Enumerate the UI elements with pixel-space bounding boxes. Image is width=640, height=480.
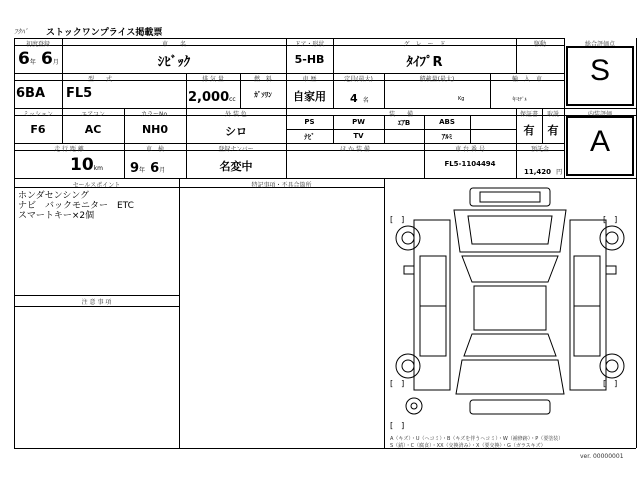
overall-grade-value: S [589,54,610,87]
equip-pw: PW [352,118,365,126]
company-logo: ﾌｸﾊﾞ [14,28,28,36]
purpose-label: 車 歴 [302,76,317,83]
equip-abs: ABS [439,118,455,126]
inspection-value: 9年 6月 [130,161,166,176]
displacement-value: 2,000cc [188,90,236,105]
bracket-rear-left: [ ] [390,379,405,388]
grade-label: グ レ ー ド [403,41,446,48]
purpose-value: 自家用 [293,90,326,103]
model-value: FL5 [66,86,93,101]
interior-eval-label: 内装評価 [587,111,612,118]
mileage-label: 走 行 距 離 [54,146,84,153]
doors-value: 5-HB [294,53,325,66]
doors-label: ドア・形状 [294,41,325,48]
list-item: ホンダセンシング [18,191,90,201]
deposit-value: 11,420 円 [524,168,563,176]
sales-points-list [18,191,134,221]
other-equipment-label: ほ か 装 備 [340,146,370,153]
mission-value: F6 [30,123,46,136]
frame-number-label: 車 台 番 号 [455,146,485,153]
form-title: ストックワンプライス掲載票 [46,28,163,38]
import-unit: 年ﾓﾃﾞﾙ [512,97,528,103]
legend-line: S（錆）・C（腐食）・XX（交換済み）・X（要交換）・G（ガラスキズ） [390,443,546,449]
spare-key-label: 取説 [546,111,559,118]
spare-key-value: 有 [547,124,559,137]
import-label: 輸 入 車 [511,76,542,83]
plate-number-value: 名変中 [219,160,253,173]
plate-number-label: 登録ナンバー [218,146,254,153]
aircon-value: AC [84,123,102,136]
displacement-label: 排 気 量 [202,76,224,83]
model-label: 型 式 [87,76,112,83]
car-damage-diagram [384,180,636,435]
equip-ps: PS [304,118,315,126]
bracket-rear-right: [ ] [603,379,618,388]
grade-value: ﾀｲﾌﾟR [406,55,443,70]
remarks-label: 特記事項・不具合箇所 [251,182,312,189]
mileage-value: 10km [70,155,103,175]
exterior-color-value: シロ [225,125,247,138]
load-unit: Kg [458,96,465,102]
car-name-label: 車 名 [161,41,186,48]
load-label: 積載量(最大) [419,76,455,83]
notes-label: 注 意 事 項 [81,299,112,306]
capacity-value: 4 名 [350,92,369,105]
equipment-label: 装 備 [388,111,413,118]
version-text: ver. 00000001 [580,453,624,460]
equip-tv: TV [353,132,364,140]
model-prefix-value: 6BA [16,86,46,101]
mission-label: ミッション [23,111,53,118]
capacity-label: 定員(最大) [344,76,373,83]
drive-label: 駆動 [533,41,546,48]
frame-number-value: FL5-1104494 [444,160,496,168]
color-no-value: NH0 [141,123,169,136]
manual-value: 有 [523,124,535,137]
car-name-value: ｼﾋﾞｯｸ [157,55,191,70]
damage-legend [390,436,563,450]
fuel-value: ｶﾞｿﾘﾝ [254,91,272,99]
list-item: ナビ バックモニター ETC [18,201,134,211]
bracket-front-left: [ ] [390,215,405,224]
inspection-label: 車 検 [145,146,164,153]
aircon-label: エアコン [81,111,105,118]
interior-grade-value: A [589,125,610,158]
bracket-bottom: [ ] [390,421,405,430]
overall-eval-label: 総合評価点 [584,41,615,48]
fuel-label: 燃 料 [253,76,272,83]
legend-line: A（キズ）・U（ヘコミ）・B（キズを伴うヘコミ）・W（補修跡）・P（要塗装） [390,436,564,442]
equip-navi: ﾅﾋﾞ [304,133,315,141]
first-reg-value: 6年 6月 [18,49,59,69]
deposit-label: 預託金 [530,146,549,153]
bracket-front-right: [ ] [603,215,618,224]
equip-airbag: ｴｱB [397,119,411,127]
sales-points-label: セールスポイント [72,182,121,189]
equip-alumi: ｱﾙﾐ [441,133,453,141]
first-reg-label: 初度登録 [25,41,50,48]
list-item: スマートキー×2個 [18,211,95,221]
color-no-label: カラーNo. [141,111,169,118]
manual-label: 保証書 [519,111,538,118]
exterior-color-label: 外 装 色 [225,111,247,118]
